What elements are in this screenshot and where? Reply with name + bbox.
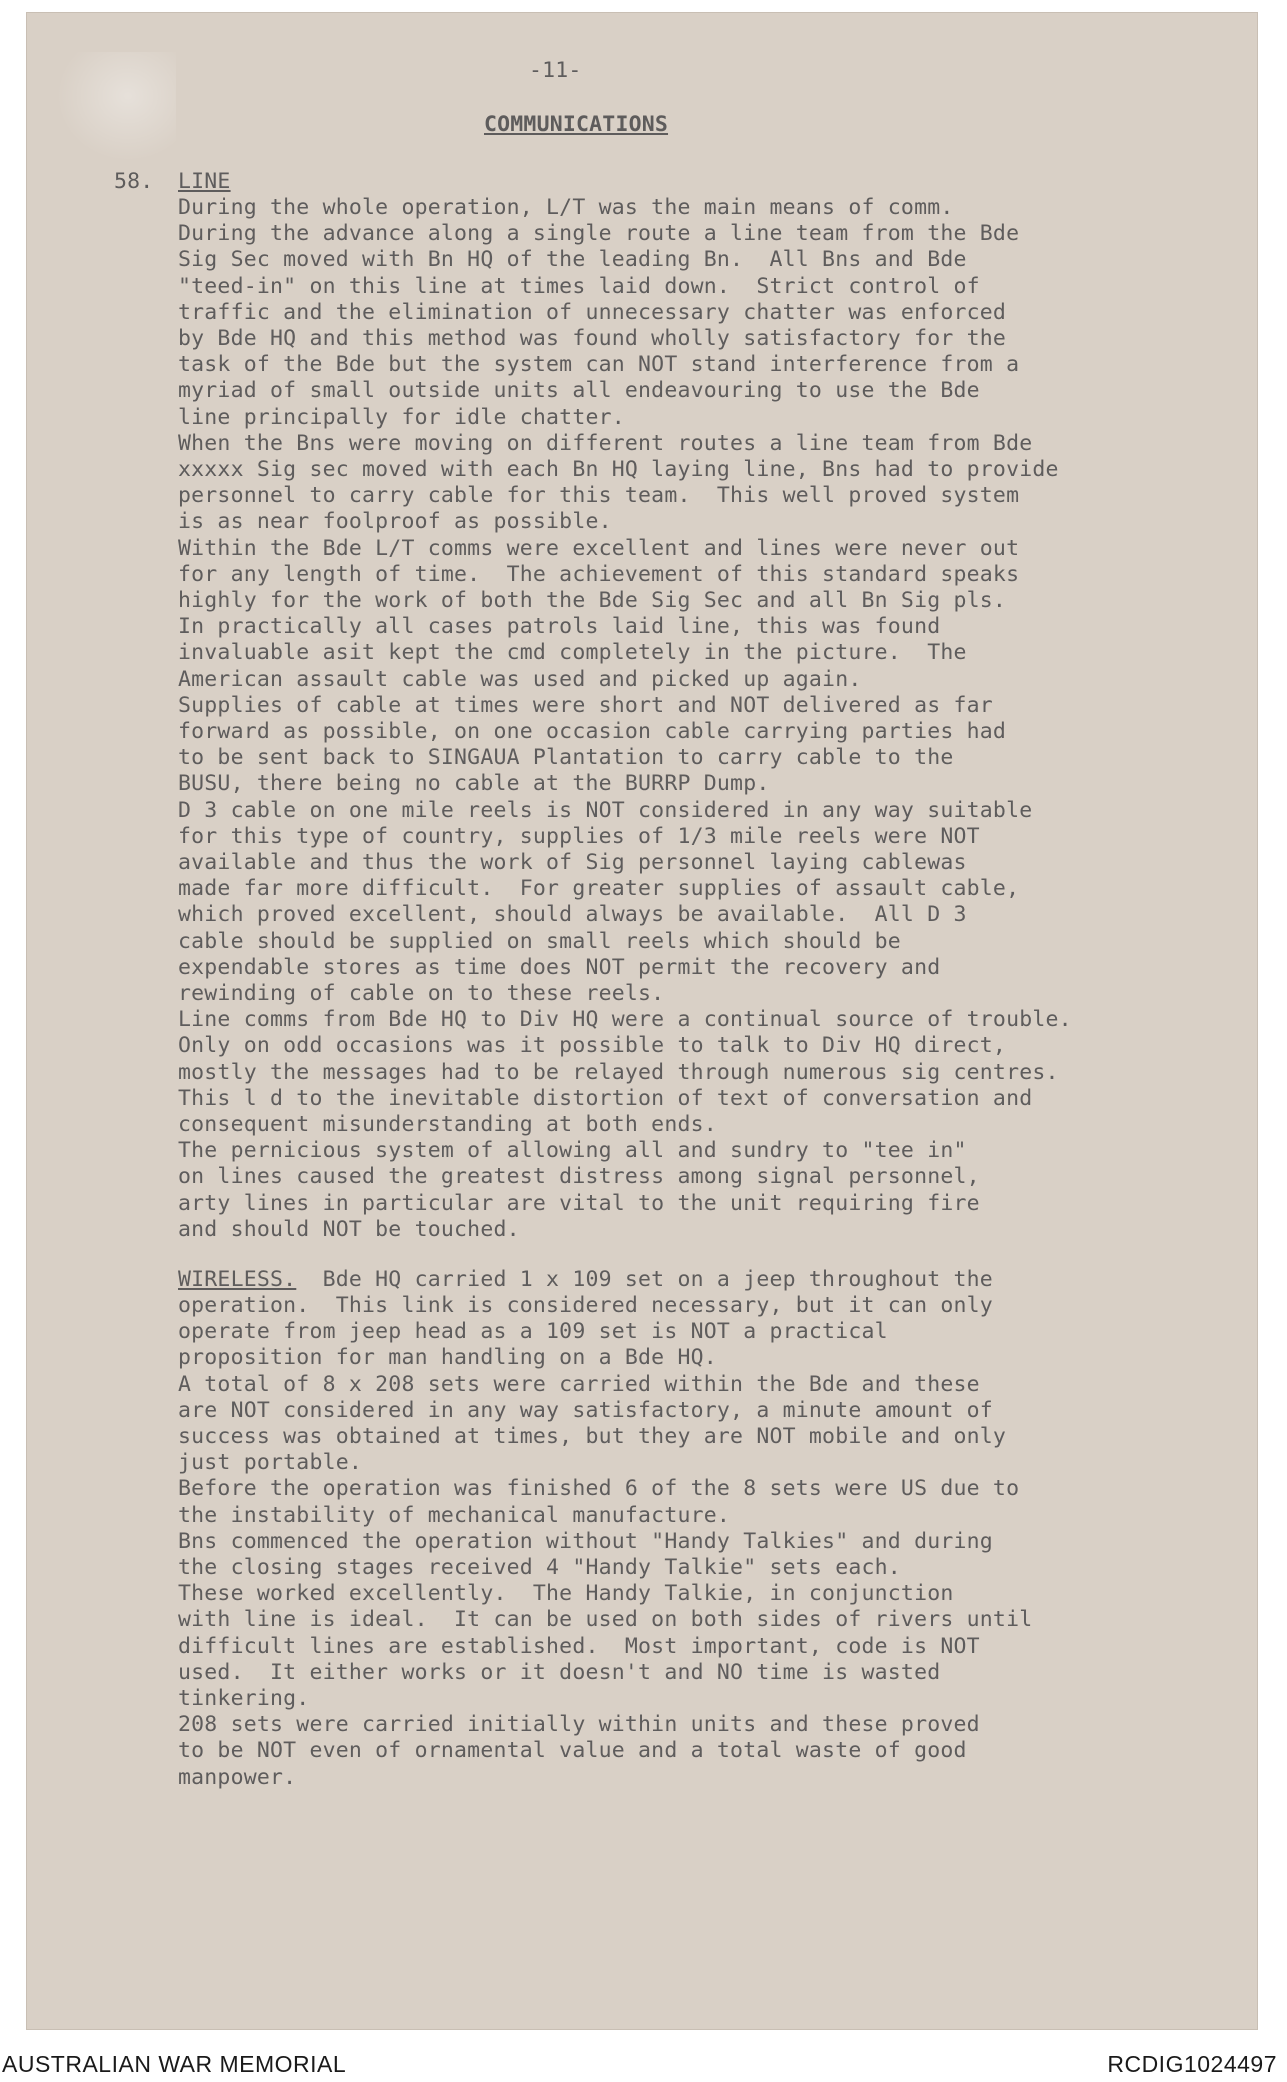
text-line: traffic and the elimination of unnecessary chatter was enforced [178, 299, 1007, 325]
text-line: During the advance along a single route a line team from the Bde [178, 221, 1020, 247]
text-line: Within the Bde L/T comms were excellent and lines were never out [178, 535, 1020, 561]
text-line: manpower. [178, 1764, 297, 1790]
text-line: are NOT considered in any way satisfactory, a minute amount of [178, 1397, 993, 1423]
text-line: These worked excellently. The Handy Talkie, in conjunction [178, 1581, 954, 1607]
text-line: the closing stages received 4 "Handy Talkie" sets each. [178, 1555, 901, 1580]
paragraph-number: 58. [114, 169, 154, 194]
text-line: 208 sets were carried initially within units and these proved [178, 1712, 980, 1738]
text-line: on lines caused the greatest distress among signal personnel, [178, 1164, 980, 1190]
text-line: highly for the work of both the Bde Sig Sec and all Bn Sig pls. [178, 588, 1007, 613]
document-title: COMMUNICATIONS [484, 112, 669, 137]
text-line: BUSU, there being no cable at the BURRP Dump. [178, 771, 770, 797]
text-line: made far more difficult. For greater supplies of assault cable, [178, 876, 1020, 902]
wireless-heading: WIRELESS. [178, 1267, 297, 1292]
wireless-first-line [178, 1267, 993, 1293]
text-line: to be sent back to SINGAUA Plantation to carry cable to the [178, 745, 954, 771]
text-line: invaluable asit kept the cmd completely in the picture. The [178, 640, 967, 666]
text-line: consequent misunderstanding at both ends. [178, 1112, 717, 1137]
text-line: D 3 cable on one mile reels is NOT considered in any way suitable [178, 797, 1033, 823]
document-page [26, 12, 1258, 2030]
text-line: Sig Sec moved with Bn HQ of the leading Bn. All Bns and Bde [178, 247, 967, 273]
text-line: the instability of mechanical manufacture. [178, 1502, 731, 1528]
line-heading: LINE [178, 169, 231, 194]
text-line: expendable stores as time does NOT permit the recovery and [178, 954, 941, 980]
text-line: for this type of country, supplies of 1/3 mile reels were NOT [178, 823, 980, 849]
text-line: proposition for man handling on a Bde HQ. [178, 1345, 717, 1371]
text-line: "teed-in" on this line at times laid down. Strict control of [178, 273, 980, 299]
text-line: Before the operation was finished 6 of the 8 sets were US due to [178, 1476, 1020, 1502]
text-line: American assault cable was used and picked up again. [178, 666, 862, 692]
text-line: In practically all cases patrols laid line, this was found [178, 614, 941, 640]
text-line: task of the Bde but the system can NOT stand interference from a [178, 352, 1020, 378]
text-line: This l d to the inevitable distortion of text of conversation and [178, 1085, 1033, 1111]
text-line: available and thus the work of Sig personnel laying cablewas [178, 850, 967, 875]
text-line: line principally for idle chatter. [178, 404, 625, 430]
text-line: cable should be supplied on small reels which should be [178, 928, 901, 954]
text-line: When the Bns were moving on different routes a line team from Bde [178, 430, 1033, 456]
text-line: just portable. [178, 1450, 363, 1476]
text-line: xxxxx Sig sec moved with each Bn HQ laying line, Bns had to provide [178, 457, 1059, 482]
text-line: Supplies of cable at times were short and NOT delivered as far [178, 692, 993, 718]
text-line: operation. This link is considered necessary, but it can only [178, 1293, 993, 1318]
text-line: rewinding of cable on to these reels. [178, 981, 665, 1006]
text-line: A total of 8 x 208 sets were carried within the Bde and these [178, 1371, 980, 1397]
text-line: difficult lines are established. Most important, code is NOT [178, 1633, 980, 1659]
text-line: During the whole operation, L/T was the main means of comm. [178, 195, 954, 220]
text-line: Only on odd occasions was it possible to talk to Div HQ direct, [178, 1033, 1007, 1059]
text-line: operate from jeep head as a 109 set is NOT a practical [178, 1319, 888, 1345]
text-line: by Bde HQ and this method was found wholly satisfactory for the [178, 326, 1007, 351]
text-line: with line is ideal. It can be used on both sides of rivers until [178, 1607, 1033, 1633]
text-line: myriad of small outside units all endeavouring to use the Bde [178, 378, 980, 404]
text-line: forward as possible, on one occasion cable carrying parties had [178, 719, 1007, 744]
text-line: success was obtained at times, but they are NOT mobile and only [178, 1424, 1007, 1449]
wireless-first-line-text: Bde HQ carried 1 x 109 set on a jeep throughout the [296, 1267, 993, 1292]
page-number: -11- [529, 58, 582, 83]
text-line: which proved excellent, should always be available. All D 3 [178, 902, 967, 928]
text-line: for any length of time. The achievement of this standard speaks [178, 561, 1020, 587]
text-line: used. It either works or it doesn't and NO time is wasted [178, 1659, 941, 1685]
footer-source: AUSTRALIAN WAR MEMORIAL [2, 2051, 347, 2077]
text-line: The pernicious system of allowing all and sundry to "tee in" [178, 1138, 967, 1164]
text-line: mostly the messages had to be relayed through numerous sig centres. [178, 1059, 1059, 1085]
footer-reference: RCDIG1024497 [1107, 2051, 1277, 2077]
text-line: Line comms from Bde HQ to Div HQ were a continual source of trouble. [178, 1007, 1072, 1033]
text-line: Bns commenced the operation without "Handy Talkies" and during [178, 1528, 993, 1554]
text-line: tinkering. [178, 1686, 310, 1711]
text-line: and should NOT be touched. [178, 1216, 520, 1242]
text-line: personnel to carry cable for this team. This well proved system [178, 483, 1020, 509]
text-line: to be NOT even of ornamental value and a total waste of good [178, 1738, 967, 1764]
text-line: arty lines in particular are vital to the unit requiring fire [178, 1190, 980, 1216]
text-line: is as near foolproof as possible. [178, 509, 612, 535]
